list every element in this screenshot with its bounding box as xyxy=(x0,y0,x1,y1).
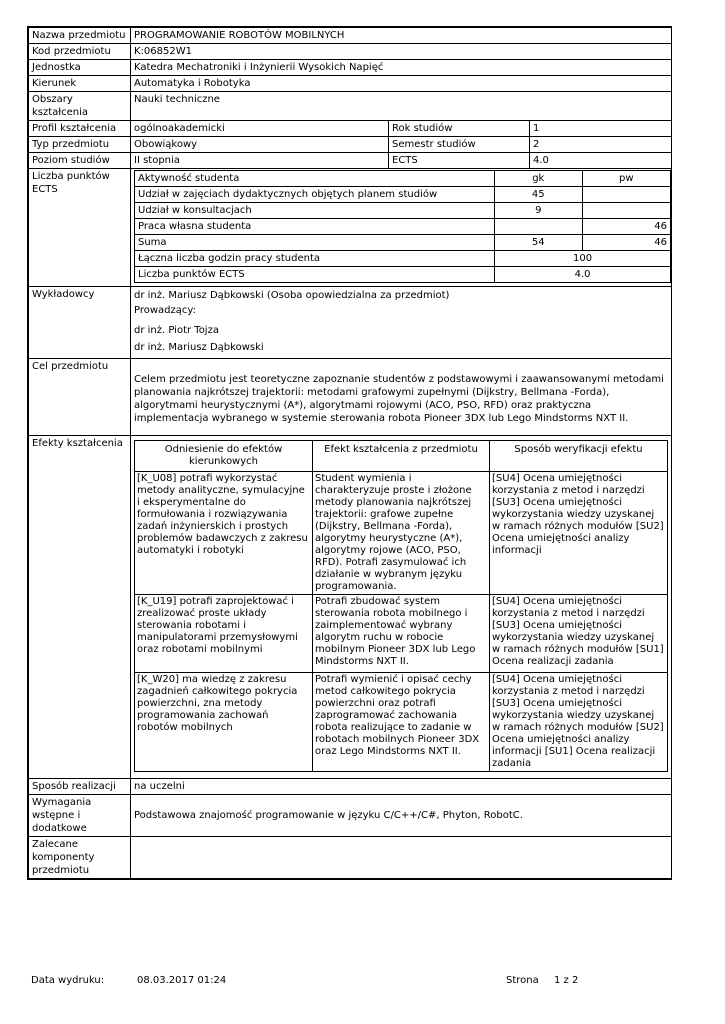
effects-row xyxy=(135,595,668,673)
footer-page-label: Strona xyxy=(506,975,539,986)
row-jednostka xyxy=(29,60,672,76)
value-semestr: 2 xyxy=(530,137,672,153)
effects-header-effect: Efekt kształcenia z przedmiotu xyxy=(313,441,490,472)
ects-row-gk: 45 xyxy=(495,187,582,203)
label-poziom: Poziom studiów xyxy=(29,153,131,169)
value-obszary: Nauki techniczne xyxy=(131,92,672,121)
label-wykladowcy: Wykładowcy xyxy=(29,287,131,359)
footer-print-date: 08.03.2017 01:24 xyxy=(137,975,227,986)
ects-total-hours-value: 100 xyxy=(495,251,671,267)
ects-total-points-name: Liczba punktów ECTS xyxy=(135,267,495,283)
value-poziom: II stopnia xyxy=(131,153,389,169)
value-wymagania: Podstawowa znajomość programowanie w języku C/C++/C#, Phyton, RobotC. xyxy=(131,795,672,837)
ects-row-pw xyxy=(582,187,671,203)
ects-table xyxy=(134,170,671,283)
ects-total-hours-name: Łączna liczba godzin pracy studenta xyxy=(135,251,495,267)
row-wymagania xyxy=(29,795,672,837)
row-ects xyxy=(29,169,672,287)
footer-page-info: 1 z 2 xyxy=(554,975,579,986)
label-nazwa: Nazwa przedmiotu xyxy=(29,28,131,44)
label-semestr: Semestr studiów xyxy=(389,137,530,153)
ects-row-name: Suma xyxy=(135,235,495,251)
label-jednostka: Jednostka xyxy=(29,60,131,76)
value-kierunek: Automatyka i Robotyka xyxy=(131,76,672,92)
ects-row-pw xyxy=(582,203,671,219)
row-poziom xyxy=(29,153,672,169)
ects-row-gk xyxy=(495,219,582,235)
ects-row-pw: 46 xyxy=(582,219,671,235)
effects-verify: [SU4] Ocena umiejętności korzystania z metod i narzędzi [SU3] Ocena umiejętności wykorzystania wiedzy uzyskanej w ramach różnych modułów [SU2] Ocena umiejętności analizy informacji [SU1] Ocena realizacji zadania xyxy=(490,673,668,772)
label-kod: Kod przedmiotu xyxy=(29,44,131,60)
label-profil: Profil kształcenia xyxy=(29,121,131,137)
lecturer-prowadzacy-label: Prowadzący: xyxy=(134,305,196,316)
lecturer-person: dr inż. Piotr Tojza xyxy=(134,325,219,336)
value-sposob: na uczelni xyxy=(131,779,672,795)
ects-row-gk: 9 xyxy=(495,203,582,219)
footer-print-label: Data wydruku: xyxy=(31,975,105,986)
effects-verify: [SU4] Ocena umiejętności korzystania z metod i narzędzi [SU3] Ocena umiejętności wykorzystania wiedzy uzyskanej w ramach różnych modułów [SU2] Ocena umiejętności analizy informacji xyxy=(490,472,668,595)
value-kod: K:06852W1 xyxy=(131,44,672,60)
value-zalecane xyxy=(131,837,672,879)
row-sposob xyxy=(29,779,672,795)
row-typ xyxy=(29,137,672,153)
ects-total-points-row xyxy=(135,267,671,283)
syllabus-card xyxy=(27,26,672,880)
ects-total-points-value: 4.0 xyxy=(495,267,671,283)
ects-row xyxy=(135,219,671,235)
ects-row-name: Udział w zajęciach dydaktycznych objętych planem studiów xyxy=(135,187,495,203)
value-wykladowcy xyxy=(131,287,672,359)
row-kod xyxy=(29,44,672,60)
value-typ: Obowiąkowy xyxy=(131,137,389,153)
value-profil: ogólnoakademicki xyxy=(131,121,389,137)
effects-header-row xyxy=(135,441,668,472)
effects-header-ref: Odniesienie do efektów kierunkowych xyxy=(135,441,313,472)
value-nazwa: PROGRAMOWANIE ROBOTÓW MOBILNYCH xyxy=(131,28,672,44)
ects-row xyxy=(135,203,671,219)
row-kierunek xyxy=(29,76,672,92)
effects-ref: [K_U08] potrafi wykorzystać metody analityczne, symulacyjne i eksperymentalne do formułowania i rozwiązywania zadań inżynierskich i prostych problemów badawczych z zakresu automatyki i robotyki xyxy=(135,472,313,595)
effects-effect: Potrafi wymienić i opisać cechy metod całkowitego pokrycia powierzchni oraz potrafi zaprogramować zachowania robota realizujące to zadanie w robotach mobilnych Pioneer 3DX oraz Lego Mindstorms NXT II. xyxy=(313,673,490,772)
row-efekty xyxy=(29,436,672,779)
label-cel: Cel przedmiotu xyxy=(29,359,131,436)
row-wykladowcy xyxy=(29,287,672,359)
ects-row xyxy=(135,187,671,203)
row-profil xyxy=(29,121,672,137)
effects-effect: Student wymienia i charakteryzuje proste i złożone metody planowania najkrótszej trajektorii: grafowe zupełne (Dijkstry, Bellmana -Forda), algorytmy heurystyczne (A*), algorytmy rojowe (ACO, PSO, RFD). Potrafi zasymulować ich działanie w wybranym języku programowania. xyxy=(313,472,490,595)
effects-row xyxy=(135,472,668,595)
row-zalecane xyxy=(29,837,672,879)
syllabus-table xyxy=(28,27,672,879)
effects-verify: [SU4] Ocena umiejętności korzystania z metod i narzędzi [SU3] Ocena umiejętności wykorzystania wiedzy uzyskanej w ramach różnych modułów [SU1] Ocena realizacji zadania xyxy=(490,595,668,673)
lecturer-person: dr inż. Mariusz Dąbkowski xyxy=(134,342,264,353)
label-wymagania: Wymagania wstępne i dodatkowe xyxy=(29,795,131,837)
ects-header-row xyxy=(135,171,671,187)
efekty-cell xyxy=(131,436,672,779)
ects-row xyxy=(135,235,671,251)
ects-cell xyxy=(131,169,672,287)
label-rok: Rok studiów xyxy=(389,121,530,137)
effects-header-verify: Sposób weryfikacji efektu xyxy=(490,441,668,472)
value-jednostka: Katedra Mechatroniki i Inżynierii Wysokich Napięć xyxy=(131,60,672,76)
row-nazwa xyxy=(29,28,672,44)
effects-table xyxy=(134,440,668,772)
effects-row xyxy=(135,673,668,772)
label-ects: Liczba punktów ECTS xyxy=(29,169,131,287)
effects-effect: Potrafi zbudować system sterowania robota mobilnego i zaimplementować wybrany algorytm ruchu w robocie mobilnym Pioneer 3DX lub Lego Mindstorms NXT II. xyxy=(313,595,490,673)
lecturer-responsible: dr inż. Mariusz Dąbkowski (Osoba opowiedzialna za przedmiot) xyxy=(134,290,450,301)
ects-header-name: Aktywność studenta xyxy=(135,171,495,187)
row-cel xyxy=(29,359,672,436)
effects-ref: [K_W20] ma wiedzę z zakresu zagadnień całkowitego pokrycia powierzchni, zna metody programowania zachowań robotów mobilnych xyxy=(135,673,313,772)
value-ects-short: 4.0 xyxy=(530,153,672,169)
ects-row-name: Praca własna studenta xyxy=(135,219,495,235)
value-cel: Celem przedmiotu jest teoretyczne zapoznanie studentów z podstawowymi i zaawansowanymi metodami planowania najkrótszej trajektorii: metodami grafowymi zupełnymi (Dijkstry, Bellmana -Forda), algorytmami heurystycznymi (A*), algorytmami rojowymi (ACO, PSO, RFD) oraz praktyczna implementacja wybranego w systemie sterowania robota Pioneer 3DX lub Lego Mindstorms NXT II. xyxy=(131,359,672,436)
ects-header-pw: pw xyxy=(582,171,671,187)
ects-row-pw: 46 xyxy=(582,235,671,251)
label-obszary: Obszary kształcenia xyxy=(29,92,131,121)
ects-row-name: Udział w konsultacjach xyxy=(135,203,495,219)
effects-ref: [K_U19] potrafi zaprojektować i zrealizować proste układy sterowania robotami i manipulatorami przemysłowymi oraz robotami mobilnymi xyxy=(135,595,313,673)
label-zalecane: Zalecane komponenty przedmiotu xyxy=(29,837,131,879)
ects-total-hours-row xyxy=(135,251,671,267)
label-sposob: Sposób realizacji xyxy=(29,779,131,795)
label-ects-short: ECTS xyxy=(389,153,530,169)
label-kierunek: Kierunek xyxy=(29,76,131,92)
label-typ: Typ przedmiotu xyxy=(29,137,131,153)
value-rok: 1 xyxy=(530,121,672,137)
ects-header-gk: gk xyxy=(495,171,582,187)
row-obszary xyxy=(29,92,672,121)
label-efekty: Efekty kształcenia xyxy=(29,436,131,779)
ects-row-gk: 54 xyxy=(495,235,582,251)
